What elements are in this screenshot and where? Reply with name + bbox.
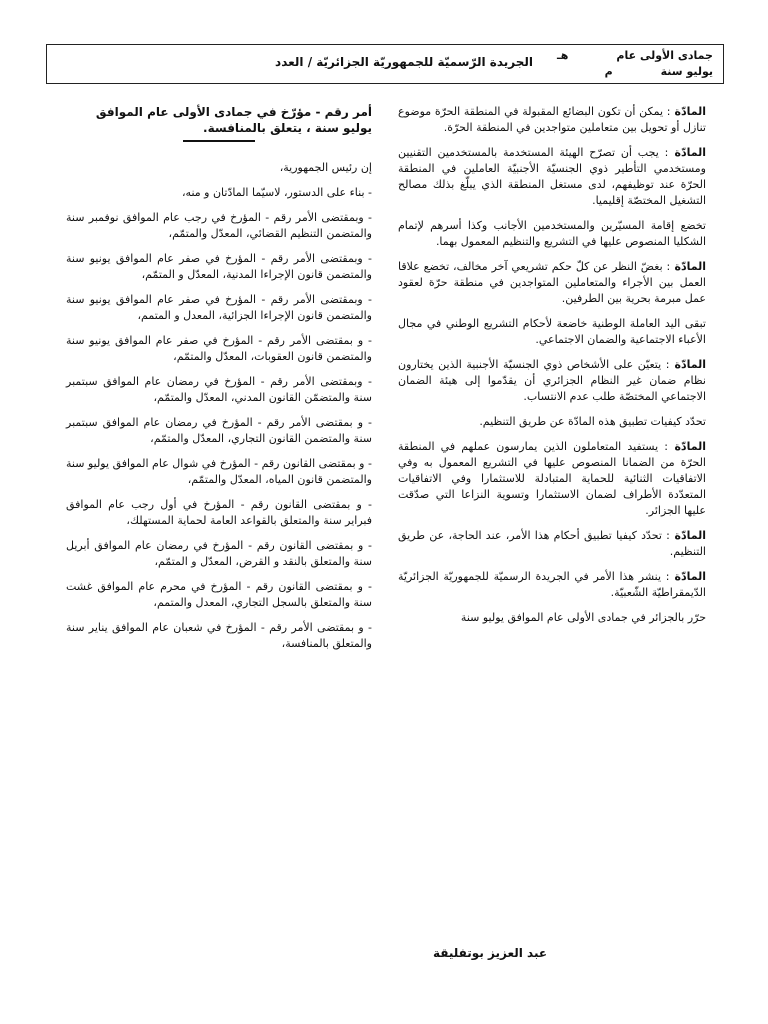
article-heading: المادّة [670, 105, 707, 118]
header-dates [557, 48, 713, 80]
article-text: : يمكن أن تكون البضائع المقبولة في المنطقة الحرّة موضوع تنازل أو تحويل بين متعاملين متواجدين في المنطقة الحرّة. [398, 105, 706, 134]
preamble-item: إن رئيس الجمهورية، [279, 161, 372, 174]
title-separator [183, 140, 255, 142]
preamble-item: - وبمقتضى الأمر رقم - المؤرخ في صفر عام الموافق يونيو سنة والمتضمن قانون الإجراءا المدنية، المعدّل و المتمّم، [66, 252, 372, 281]
preamble-item: - و بمقتضى القانون رقم - المؤرخ في أول رجب عام الموافق فبراير سنة والمتعلق بالقواعد العامة لحماية المستهلك، [66, 498, 372, 527]
right-column [398, 104, 706, 635]
article-heading: المادّة [670, 260, 706, 273]
article-text: حرّر بالجزائر في جمادى الأولى عام الموافق يوليو سنة [460, 611, 706, 624]
preamble-item: - و بمقتضى الأمر رقم - المؤرخ في رمضان عام الموافق سبتمبر سنة والمتضمن القانون التجاري، المعدّل والمتمّم، [66, 416, 372, 445]
article-heading: المادّة [668, 440, 706, 453]
article-heading: المادّة [668, 146, 707, 159]
article-paragraph [398, 528, 706, 560]
article-paragraph [398, 316, 706, 348]
gregorian-suffix: م [604, 65, 613, 78]
ordinance-title: أمر رقم - مؤرّخ في جمادى الأولى عام الموافق يوليو سنة ، يتعلق بالمنافسة. [95, 105, 372, 135]
preamble-item: - و بمقتضى الأمر رقم - المؤرخ في شعبان عام الموافق يناير سنة والمتعلق بالمنافسة، [66, 621, 372, 650]
preamble-item: - و بمقتضى الأمر رقم - المؤرخ في صفر عام الموافق يونيو سنة والمتضمن قانون العقوبات، المعدّل والمتمّم، [66, 334, 372, 363]
signature: عبد العزيز بوتفليقة [432, 946, 548, 960]
preamble-item: - وبمقتضى الأمر رقم - المؤرخ في رمضان عام الموافق سبتمبر سنة والمتضمّن القانون المدني، المعدّل والمتمّم، [66, 375, 372, 404]
page-header [46, 44, 724, 84]
preamble-item: - و بمقتضى القانون رقم - المؤرخ في رمضان عام الموافق أبريل سنة والمتعلق بالنقد و القرض، المعدّل و المتمّم، [66, 539, 372, 568]
article-paragraph [398, 414, 706, 430]
article-text: : تحدّد كيفيا تطبيق أحكام هذا الأمر، عند الحاجة، عن طريق التنظيم. [398, 529, 706, 558]
left-column [66, 104, 372, 661]
article-text: : يجب أن تصرّح الهيئة المستخدمة بالمستخدمين التقنيين ومستخدمي التأطير ذوي الجنسيّة الأجنبيّة العاملين في المنطقة الحرّة عند توظيفهم، لدى مستغل المنطقة الذي يبلّغ بذلك مصالح التشغيل المختصّة إقليميا. [398, 146, 706, 207]
article-text: : ينشر هذا الأمر في الجريدة الرسميّة للجمهوريّة الجزائريّة الدّيمقراطيّة الشّعبيّة. [398, 570, 706, 599]
gregorian-month: يوليو سنة [660, 65, 713, 78]
hijri-suffix: هـ [557, 49, 569, 62]
article-text: : بغضّ النظر عن كلّ حكم تشريعي آخر مخالف، تخضع علاقا العمل بين الأجراء والمتعاملين المتواجدين في منطقة حرّة لعقود عمل مبرمة بحرية بين الطرفين. [398, 260, 706, 305]
article-text: : يتعيّن على الأشخاص ذوي الجنسيّة الأجنبية الذين يختارون نظام ضمان غير النظام الجزائري أن يقدّموا إلى هيئة الضمان الاجتماعي المختصّة طلب عدم الانتساب. [398, 358, 706, 403]
preamble-list [66, 160, 372, 652]
article-heading: المادّة [669, 570, 706, 583]
article-paragraph [398, 259, 706, 307]
article-paragraph [398, 610, 706, 626]
article-paragraph [398, 569, 706, 601]
article-heading: المادّة [669, 529, 707, 542]
header-title: الجريدة الرّسميّة للجمهوريّة الجزائريّة / العدد [275, 55, 533, 69]
article-paragraph [398, 218, 706, 250]
article-text: تحدّد كيفيات تطبيق هذه المادّة عن طريق التنظيم. [479, 415, 706, 428]
article-paragraph [398, 145, 706, 209]
article-heading: المادّة [669, 358, 707, 371]
preamble-item: - و بمقتضى القانون رقم - المؤرخ في محرم عام الموافق غشت سنة والمتعلق بالسجل التجاري، المعدل والمتمم، [66, 580, 372, 609]
article-paragraph [398, 357, 706, 405]
preamble-item: - وبمقتضى الأمر رقم - المؤرخ في رجب عام الموافق نوفمبر سنة والمتضمن التنظيم القضائي، المعدّل والمتمّم، [66, 211, 372, 240]
article-text: تبقى اليد العاملة الوطنية خاضعة لأحكام التشريع الوطني في مجال الأعباء الاجتماعية والضمان الاجتماعي. [398, 317, 706, 346]
preamble-item: - و بمقتضى القانون رقم - المؤرخ في شوال عام الموافق يوليو سنة والمتضمن قانون المياه، المعدّل والمتمّم، [66, 457, 372, 486]
hijri-month: جمادى الأولى عام [616, 49, 713, 62]
preamble-item: - بناء على الدستور، لاسيّما المادّتان و منه، [182, 186, 372, 199]
article-paragraph [398, 439, 706, 519]
article-text: تخضع إقامة المسيّرين والمستخدمين الأجانب وكذا أسرهم لإتمام الشكليا المنصوص عليها في التشريع والتنظيم المعمول بهما. [398, 219, 706, 248]
article-text: : يستفيد المتعاملون الذين يمارسون عملهم في المنطقة الحرّة من الضمانا المنصوص عليها في التشريع المعمول به وفي الاتفاقيات الثنائية للحماية المتبادلة للاستثمارا وفي الاتفاقيات المتعدّدة الأطراف لضمان الاستثمارا وتسوية النزاعا التي صدّقت عليها الجزائر. [398, 440, 706, 517]
article-paragraph [398, 104, 706, 136]
preamble-item: - وبمقتضى الأمر رقم - المؤرخ في صفر عام الموافق يونيو سنة والمتضمن قانون الإجراءا الجزائية، المعدل و المتمم، [66, 293, 372, 322]
